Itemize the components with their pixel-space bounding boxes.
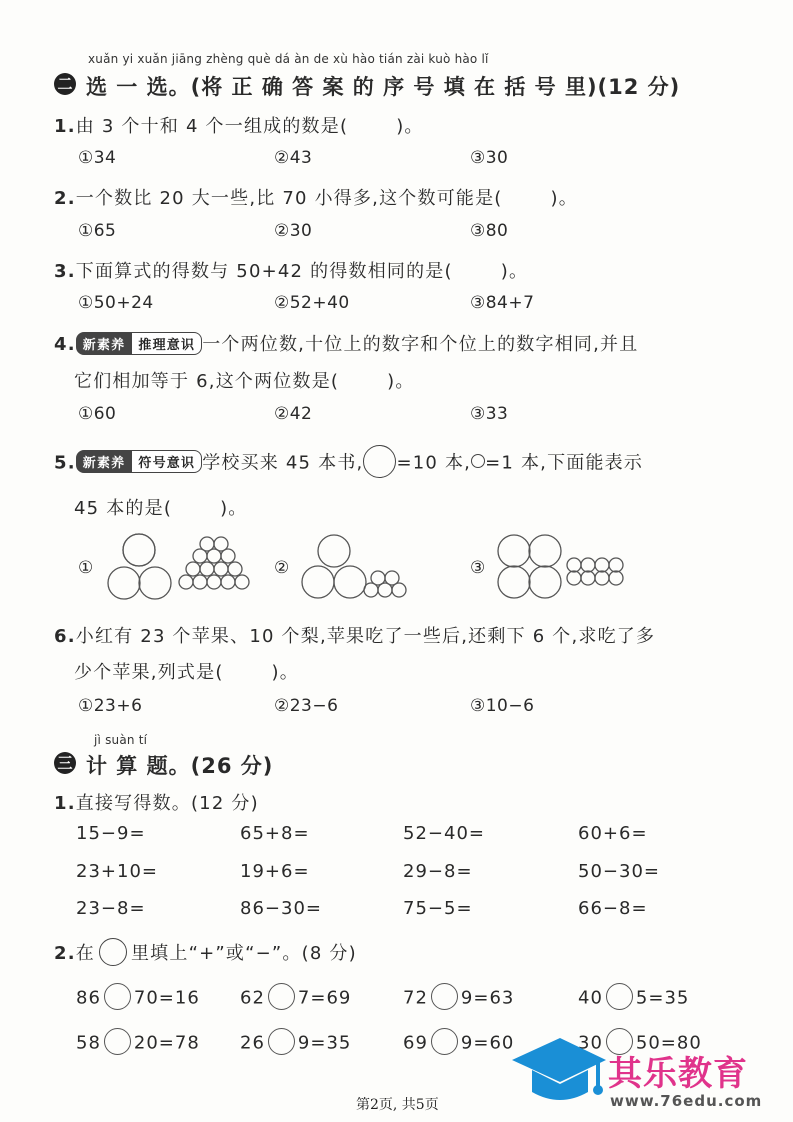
q6-option-2: ②23−6 <box>274 696 339 716</box>
calc-item: 75−5= <box>403 898 473 919</box>
q3-option-3: ③84+7 <box>470 293 535 313</box>
operator-blank-circle[interactable] <box>268 1028 295 1055</box>
q1-option-1: ①34 <box>78 148 117 168</box>
fill-right-expression: 9=35 <box>297 1032 352 1054</box>
small-circle-icon <box>471 454 485 468</box>
operator-blank-circle[interactable] <box>104 1028 131 1055</box>
watermark-url: www.76edu.com <box>610 1092 763 1110</box>
q4-tag: 新素养 推理意识 <box>76 332 202 355</box>
q3-option-2: ②52+40 <box>274 293 350 313</box>
fill-right-expression: 70=16 <box>133 987 200 1009</box>
fill-right-expression: 9=60 <box>460 1032 515 1054</box>
calc-item: 50−30= <box>578 861 660 882</box>
q6-option-1: ①23+6 <box>78 696 143 716</box>
operator-blank-circle[interactable] <box>431 983 458 1010</box>
section3-pinyin: jì suàn tí <box>94 733 148 747</box>
q4-option-1: ①60 <box>78 404 117 424</box>
fill-item <box>578 985 689 1012</box>
fill-right-expression: 20=78 <box>133 1032 200 1054</box>
q2-option-1: ①65 <box>78 221 117 241</box>
fill-item <box>403 985 514 1012</box>
part2-title: 2.在 里填上“+”或“−”。(8 分) <box>54 939 357 968</box>
operator-blank-circle[interactable] <box>431 1028 458 1055</box>
q5-option-2-figure <box>296 532 426 602</box>
q5-option-2-label: ② <box>274 558 290 578</box>
question-5: 5. 新素养 符号意识 学校买来 45 本书, =10 本, =1 本,下面能表示 <box>54 447 643 480</box>
question-3: 3.下面算式的得数与 50+42 的得数相同的是( )。 <box>54 261 529 282</box>
fill-item <box>76 1030 200 1057</box>
q1-option-2: ②43 <box>274 148 313 168</box>
fill-left-operand: 72 <box>403 987 428 1009</box>
fill-left-operand: 69 <box>403 1032 428 1054</box>
q5-option-1-figure <box>100 532 260 602</box>
q2-option-3: ③80 <box>470 221 509 241</box>
fill-left-operand: 62 <box>240 987 265 1009</box>
calc-item: 29−8= <box>403 861 473 882</box>
question-5-line2: 45 本的是( )。 <box>74 498 248 519</box>
q5-option-1-label: ① <box>78 558 94 578</box>
fill-right-expression: 9=63 <box>460 987 515 1009</box>
q4-option-2: ②42 <box>274 404 313 424</box>
fill-left-operand: 26 <box>240 1032 265 1054</box>
big-circles <box>108 534 171 599</box>
fill-left-operand: 40 <box>578 987 603 1009</box>
section2-badge: 二 <box>54 73 76 95</box>
question-1: 1.由 3 个十和 4 个一组成的数是( )。 <box>54 116 424 137</box>
q5-tag: 新素养 符号意识 <box>76 450 202 473</box>
section2-title: 选 一 选。(将 正 确 答 案 的 序 号 填 在 括 号 里)(12 分) <box>86 75 681 99</box>
operator-blank-circle[interactable] <box>268 983 295 1010</box>
graduation-cap-logo-icon <box>508 1034 608 1114</box>
question-2: 2.一个数比 20 大一些,比 70 小得多,这个数可能是( )。 <box>54 188 578 209</box>
calc-item: 86−30= <box>240 898 322 919</box>
operator-blank-circle[interactable] <box>606 983 633 1010</box>
calc-item: 66−8= <box>578 898 648 919</box>
fill-item <box>76 985 200 1012</box>
calc-item: 15−9= <box>76 823 146 844</box>
small-circles <box>179 537 249 589</box>
q1-option-3: ③30 <box>470 148 509 168</box>
question-4-line2: 它们相加等于 6,这个两位数是( )。 <box>74 371 415 392</box>
section3-badge: 三 <box>54 752 76 774</box>
q6-option-3: ③10−6 <box>470 696 535 716</box>
section2-pinyin: xuǎn yi xuǎn jiāng zhèng què dá àn de xù hào tián zài kuò hào lǐ <box>88 52 489 66</box>
fill-item <box>240 1030 351 1057</box>
q3-option-1: ①50+24 <box>78 293 154 313</box>
fill-right-expression: 50=80 <box>635 1032 702 1054</box>
watermark-brand: 其乐教育 <box>608 1054 748 1094</box>
q5-option-3-figure <box>492 532 632 602</box>
fill-right-expression: 5=35 <box>635 987 690 1009</box>
q5-option-3-label: ③ <box>470 558 486 578</box>
fill-left-operand: 86 <box>76 987 101 1009</box>
operator-blank-circle[interactable] <box>104 983 131 1010</box>
q2-option-2: ②30 <box>274 221 313 241</box>
part1-title: 1.直接写得数。(12 分) <box>54 793 259 814</box>
fill-left-operand: 58 <box>76 1032 101 1054</box>
fill-right-expression: 7=69 <box>297 987 352 1009</box>
page-footer: 第2页, 共5页 <box>356 1097 439 1113</box>
question-6: 6.小红有 23 个苹果、10 个梨,苹果吃了一些后,还剩下 6 个,求吃了多 <box>54 626 656 647</box>
calc-item: 60+6= <box>578 823 648 844</box>
question-6-line2: 少个苹果,列式是( )。 <box>74 662 299 683</box>
fill-item <box>240 985 351 1012</box>
big-circle-icon <box>363 445 396 478</box>
section3-title: 计 算 题。(26 分) <box>86 754 274 778</box>
calc-item: 52−40= <box>403 823 485 844</box>
fill-item <box>403 1030 514 1057</box>
q4-option-3: ③33 <box>470 404 509 424</box>
circle-icon <box>99 938 127 966</box>
fill-left-operand: 30 <box>578 1032 603 1054</box>
calc-item: 23−8= <box>76 898 146 919</box>
calc-item: 65+8= <box>240 823 310 844</box>
calc-item: 23+10= <box>76 861 158 882</box>
calc-item: 19+6= <box>240 861 310 882</box>
question-4: 4. 新素养 推理意识 一个两位数,十位上的数字和个位上的数字相同,并且 <box>54 330 638 357</box>
